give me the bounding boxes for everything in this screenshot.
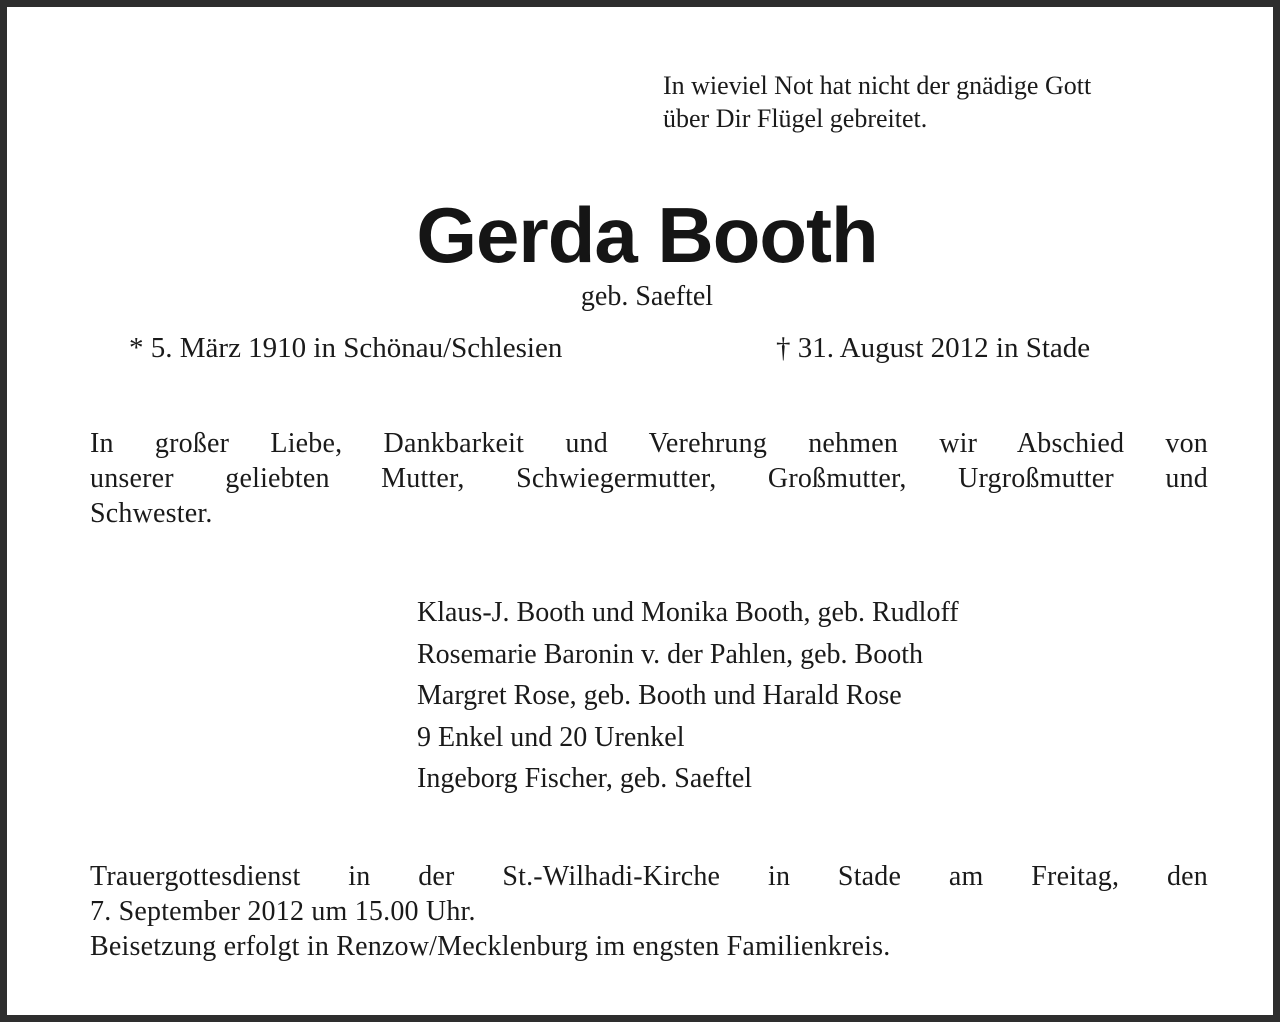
death-info: † 31. August 2012 in Stade (776, 332, 1091, 364)
mourner-entry: Klaus-J. Booth und Monika Booth, geb. Rudloff (417, 597, 959, 628)
mourners-list (417, 592, 959, 800)
motto-line: In wieviel Not hat nicht der gnädige Gott (663, 71, 1092, 100)
service-info (90, 859, 1208, 964)
paragraph-line: Beisetzung erfolgt in Renzow/Mecklenburg im engsten Familienkreis. (90, 931, 891, 962)
maiden-name: geb. Saeftel (580, 281, 714, 312)
paragraph-line: In großer Liebe, Dankbarkeit und Verehrung nehmen wir Abschied von (90, 428, 1208, 459)
mourner-entry: Ingeborg Fischer, geb. Saeftel (417, 763, 753, 794)
paragraph-line: Trauergottesdienst in der St.-Wilhadi-Kirche in Stade am Freitag, den (90, 861, 1208, 892)
motto-verse (663, 69, 1091, 135)
paragraph-line: unserer geliebten Mutter, Schwiegermutter, Großmutter, Urgroßmutter und (90, 463, 1208, 494)
birth-info: * 5. März 1910 in Schönau/Schlesien (129, 332, 563, 364)
farewell-paragraph (90, 426, 1208, 531)
paragraph-line: Schwester. (90, 498, 213, 529)
deceased-name: Gerda Booth (416, 191, 878, 279)
mourner-entry: 9 Enkel und 20 Urenkel (417, 721, 685, 753)
mourner-entry: Rosemarie Baronin v. der Pahlen, geb. Booth (417, 638, 923, 670)
motto-line: über Dir Flügel gebreitet. (663, 104, 928, 133)
paragraph-line: 7. September 2012 um 15.00 Uhr. (90, 896, 476, 927)
mourner-entry: Margret Rose, geb. Booth und Harald Rose (417, 680, 902, 711)
